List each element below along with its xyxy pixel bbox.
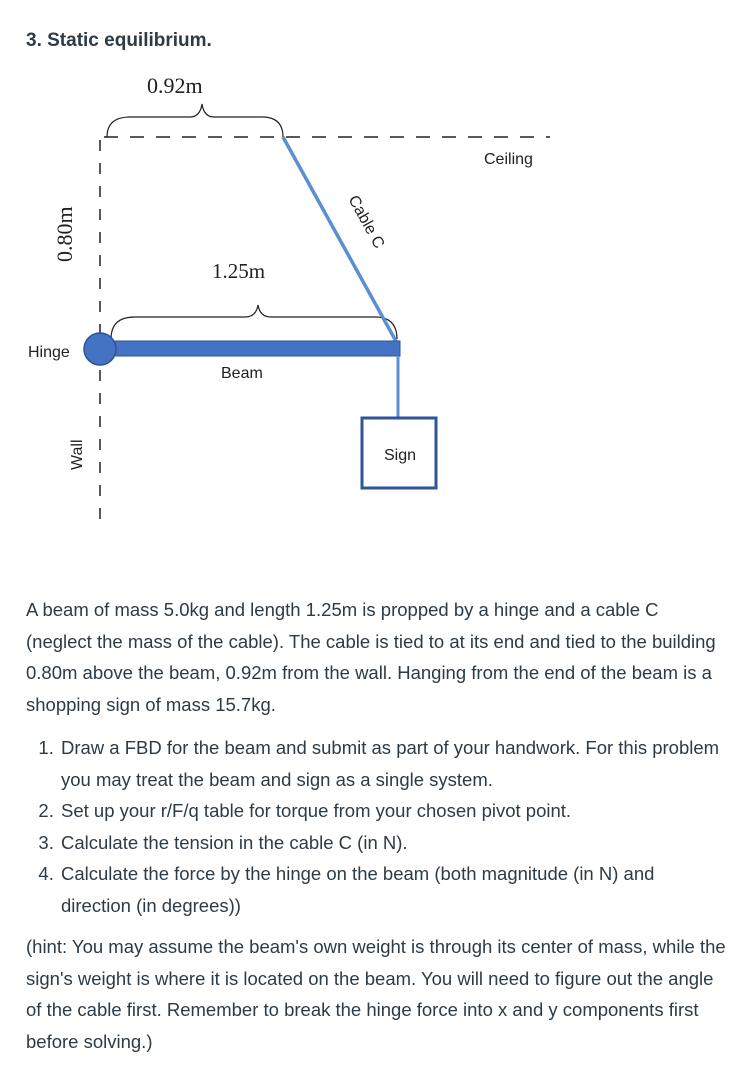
- task-item: 1. Draw a FBD for the beam and submit as part of your handwork. For this problem you may treat the beam and sign as a single system.: [59, 732, 726, 795]
- beam-length-label: 1.25m: [212, 259, 266, 283]
- hint-text: (hint: You may assume the beam's own weight is through its center of mass, while the sign's weight is where it is located on the beam. You will need to figure out the angle of the cable first. Remember to break the hinge force into x and y components first before solving.): [26, 936, 726, 1052]
- height-label: 0.80m: [52, 206, 77, 262]
- problem-heading: 3. Static equilibrium.: [26, 30, 212, 51]
- problem-intro: A beam of mass 5.0kg and length 1.25m is propped by a hinge and a cable C (neglect the mass of the cable). The cable is tied to at its end and tied to the building 0.80m above the beam, 0.92m from the wall. Hanging from the end of the beam is a shopping sign of mass 15.7kg.: [26, 599, 716, 715]
- ceiling-label: Ceiling: [484, 151, 533, 168]
- top-distance-label: 0.92m: [147, 73, 203, 98]
- hinge-label: Hinge: [28, 344, 70, 361]
- task-list: [26, 732, 726, 921]
- task-item: 3. Calculate the tension in the cable C (in N).: [59, 827, 726, 859]
- wall-label: Wall: [69, 439, 86, 470]
- task-item: 4. Calculate the force by the hinge on the beam (both magnitude (in N) and direction (in degrees)): [59, 858, 726, 921]
- sign-label: Sign: [384, 447, 417, 464]
- top-distance-brace: [107, 104, 283, 137]
- cable-label: Cable C: [344, 192, 388, 252]
- beam-label: Beam: [221, 365, 263, 382]
- hinge: [84, 333, 116, 365]
- problem-text: [26, 594, 726, 1057]
- beam: [100, 341, 400, 356]
- task-item: 2. Set up your r/F/q table for torque from your chosen pivot point.: [59, 795, 726, 827]
- beam-length-brace: [111, 305, 397, 339]
